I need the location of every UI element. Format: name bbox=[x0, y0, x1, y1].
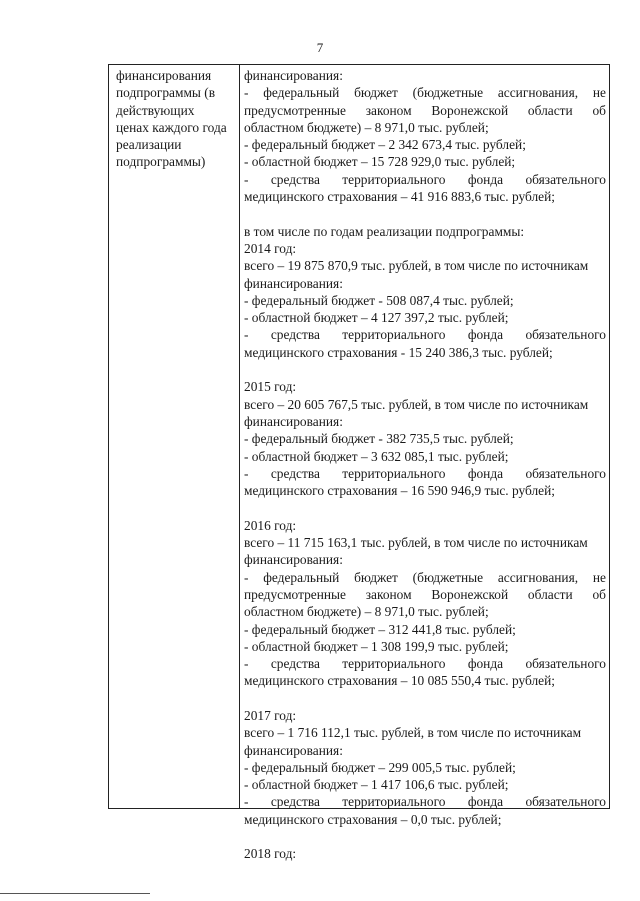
label-line: финансирования bbox=[116, 68, 212, 83]
text-word: обязательного bbox=[525, 656, 606, 672]
text-word: не bbox=[592, 569, 606, 585]
text-line: - областной бюджет – 4 127 397,2 тыс. рублей; bbox=[244, 310, 509, 326]
text-line: финансирования: bbox=[244, 552, 343, 568]
text-line: медицинского страхования – 16 590 946,9 тыс. рублей; bbox=[244, 483, 555, 499]
text-word: предусмотренные bbox=[244, 102, 346, 118]
text-line: всего – 11 715 163,1 тыс. рублей, в том числе по источникам bbox=[244, 535, 588, 551]
text-line: 2018 год: bbox=[244, 846, 297, 862]
text-line: - областной бюджет – 3 632 085,1 тыс. рублей; bbox=[244, 448, 509, 464]
text-word: об bbox=[592, 586, 606, 602]
text-word: средства bbox=[270, 656, 320, 672]
text-word: обязательного bbox=[525, 794, 606, 810]
table-value-cell bbox=[244, 67, 606, 863]
text-word: законом bbox=[365, 102, 412, 118]
text-line: областном бюджете) – 8 971,0 тыс. рублей; bbox=[244, 604, 489, 620]
text-word: - bbox=[244, 85, 249, 101]
text-line: медицинского страхования – 41 916 883,6 тыс. рублей; bbox=[244, 189, 555, 205]
label-line: реализации bbox=[116, 137, 182, 153]
text-line: всего – 20 605 767,5 тыс. рублей, в том числе по источникам bbox=[244, 396, 589, 412]
text-line: - федеральный бюджет – 2 342 673,4 тыс. рублей; bbox=[244, 137, 526, 153]
text-word: фонда bbox=[467, 327, 504, 343]
text-word: территориального bbox=[342, 656, 446, 672]
text-word: федеральный bbox=[263, 85, 340, 101]
text-line bbox=[244, 465, 606, 482]
text-word: Воронежской bbox=[431, 586, 509, 602]
text-word: - bbox=[244, 794, 249, 810]
blank-line bbox=[244, 205, 606, 222]
table-label-cell bbox=[116, 67, 236, 171]
text-word: (бюджетные bbox=[412, 85, 484, 101]
text-word: обязательного bbox=[525, 465, 606, 481]
text-line: - областной бюджет – 15 728 929,0 тыс. рублей; bbox=[244, 154, 516, 170]
text-word: федеральный bbox=[263, 569, 340, 585]
text-line: медицинского страхования – 10 085 550,4 тыс. рублей; bbox=[244, 673, 555, 689]
text-line: медицинского страхования – 0,0 тыс. рублей; bbox=[244, 811, 502, 827]
text-line: медицинского страхования - 15 240 386,3 тыс. рублей; bbox=[244, 344, 553, 360]
text-word: ассигнования, bbox=[497, 85, 579, 101]
text-word: - bbox=[244, 656, 249, 672]
text-word: средства bbox=[270, 465, 320, 481]
text-line: финансирования: bbox=[244, 742, 343, 758]
text-line bbox=[244, 586, 606, 603]
blank-line bbox=[244, 361, 606, 378]
text-word: обязательного bbox=[525, 327, 606, 343]
column-divider bbox=[239, 65, 240, 808]
text-word: бюджет bbox=[354, 569, 398, 585]
text-word: - bbox=[244, 465, 249, 481]
text-word: об bbox=[592, 102, 606, 118]
text-word: (бюджетные bbox=[412, 569, 484, 585]
text-line: - федеральный бюджет - 508 087,4 тыс. рублей; bbox=[244, 292, 514, 308]
text-word: фонда bbox=[467, 465, 504, 481]
text-word: фонда bbox=[467, 794, 504, 810]
text-word: не bbox=[592, 85, 606, 101]
text-word: территориального bbox=[342, 171, 446, 187]
text-line: всего – 1 716 112,1 тыс. рублей, в том числе по источникам bbox=[244, 725, 582, 741]
text-word: средства bbox=[270, 794, 320, 810]
footer-rule bbox=[0, 893, 150, 894]
text-line: - областной бюджет – 1 308 199,9 тыс. рублей; bbox=[244, 638, 509, 654]
text-line: - федеральный бюджет – 312 441,8 тыс. рублей; bbox=[244, 621, 516, 637]
text-line: - федеральный бюджет – 299 005,5 тыс. рублей; bbox=[244, 759, 516, 775]
text-line bbox=[244, 84, 606, 101]
text-word: средства bbox=[270, 171, 320, 187]
text-word: области bbox=[527, 586, 573, 602]
text-line: в том числе по годам реализации подпрограммы: bbox=[244, 223, 525, 239]
text-line: 2017 год: bbox=[244, 707, 297, 723]
text-line: - федеральный бюджет - 382 735,5 тыс. рублей; bbox=[244, 431, 514, 447]
text-line bbox=[244, 793, 606, 810]
funding-table bbox=[108, 64, 610, 862]
text-word: - bbox=[244, 327, 249, 343]
text-line: финансирования: bbox=[244, 275, 343, 291]
text-word: - bbox=[244, 171, 249, 187]
text-word: области bbox=[527, 102, 573, 118]
text-word: фонда bbox=[467, 171, 504, 187]
page-number: 7 bbox=[316, 40, 324, 55]
text-line: 2014 год: bbox=[244, 240, 297, 256]
text-word: предусмотренные bbox=[244, 586, 346, 602]
label-line: действующих bbox=[116, 102, 195, 118]
text-line bbox=[244, 171, 606, 188]
blank-line bbox=[244, 499, 606, 516]
text-line: 2016 год: bbox=[244, 517, 297, 533]
text-word: территориального bbox=[342, 327, 446, 343]
text-word: - bbox=[244, 569, 249, 585]
text-line: областном бюджете) – 8 971,0 тыс. рублей; bbox=[244, 119, 489, 135]
text-line: всего – 19 875 870,9 тыс. рублей, в том числе по источникам bbox=[244, 258, 589, 274]
text-line bbox=[244, 655, 606, 672]
text-word: ассигнования, bbox=[497, 569, 579, 585]
text-word: обязательного bbox=[525, 171, 606, 187]
text-word: законом bbox=[365, 586, 412, 602]
blank-line bbox=[244, 690, 606, 707]
text-line: финансирования: bbox=[244, 68, 343, 83]
text-line: 2015 год: bbox=[244, 379, 297, 395]
label-line: подпрограммы) bbox=[116, 154, 206, 170]
text-word: территориального bbox=[342, 794, 446, 810]
text-line bbox=[244, 326, 606, 343]
text-line bbox=[244, 569, 606, 586]
text-word: средства bbox=[270, 327, 320, 343]
text-word: бюджет bbox=[354, 85, 398, 101]
text-word: фонда bbox=[467, 656, 504, 672]
text-line: финансирования: bbox=[244, 413, 343, 429]
label-line: подпрограммы (в bbox=[116, 85, 216, 101]
label-line: ценах каждого года bbox=[116, 119, 227, 135]
blank-line bbox=[244, 828, 606, 845]
text-word: Воронежской bbox=[431, 102, 509, 118]
text-word: территориального bbox=[342, 465, 446, 481]
text-line: - областной бюджет – 1 417 106,6 тыс. рублей; bbox=[244, 777, 509, 793]
text-line bbox=[244, 102, 606, 119]
